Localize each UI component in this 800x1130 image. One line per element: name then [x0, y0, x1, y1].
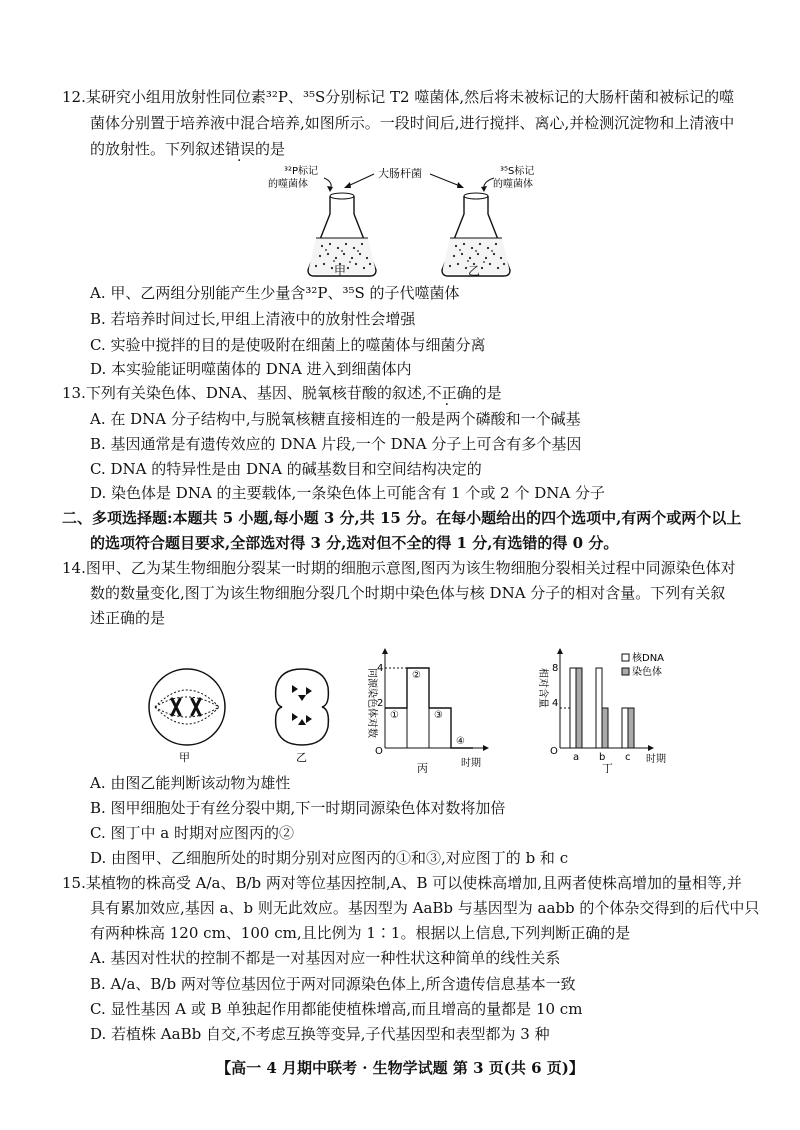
bing-plot [385, 668, 473, 748]
emphasis-text: 错误 [225, 140, 256, 158]
flask-label-yi: 乙 [468, 264, 481, 278]
ding-bar [628, 708, 634, 748]
q14-stem-line3: 述正确的是 [90, 609, 166, 627]
q14-option-c: C. 图丁中 a 时期对应图丙的② [90, 824, 294, 842]
q14-option-b: B. 图甲细胞处于有丝分裂中期,下一时期同源染色体对数将加倍 [90, 799, 506, 817]
bing-mark-label: ④ [456, 736, 465, 747]
ding-bar [576, 668, 582, 748]
ding-tick-8: 8 [552, 663, 559, 674]
cell-label-yi: 乙 [296, 751, 307, 764]
bing-tick-4: 4 [377, 663, 384, 674]
ding-xlabel: 时期 [646, 754, 666, 765]
q15-option-a: A. 基因对性状的控制不都是一对基因对应一种性状这种简单的线性关系 [90, 949, 561, 967]
svg-text:的噬菌体: 的噬菌体 [268, 179, 308, 190]
q15-stem-line3: 有两种株高 120 cm、100 cm,且比例为 1∶1。根据以上信息,下列判断正确的是 [90, 924, 631, 942]
chart-bing [355, 648, 495, 773]
chart-ding [530, 648, 690, 773]
q15-option-b: B. A/a、B/b 两对等位基因位于两对同源染色体上,所含遗传信息基本一致 [90, 975, 576, 993]
emphasis-text: 不正确 [426, 384, 472, 402]
q13-option-a: A. 在 DNA 分子结构中,与脱氧核糖直接相连的一般是两个磷酸和一个碱基 [90, 410, 581, 428]
q12-option-d: D. 本实验能证明噬菌体的 DNA 进入到细菌体内 [90, 360, 412, 378]
q13-option-c: C. DNA 的特异性是由 DNA 的碱基数目和空间结构决定的 [90, 460, 482, 478]
bing-tick-2: 2 [377, 698, 384, 709]
bing-xlabel: 时期 [461, 758, 481, 769]
bing-mark-label: ③ [434, 710, 443, 721]
ding-ylabel: 相对含量 [537, 668, 548, 708]
legend-swatch-dna [622, 654, 629, 661]
q14-stem-line2: 数的数量变化,图丁为该生物细胞分裂几个时期中染色体与核 DNA 分子的相对含量。下列有关叙 [90, 584, 726, 602]
q14-stem-line1: 14.图甲、乙为某生物细胞分裂某一时期的细胞示意图,图丙为该生物细胞分裂相关过程中同源染色体对 [62, 559, 736, 577]
chart-label-bing: 丙 [417, 762, 428, 773]
q13-option-d: D. 染色体是 DNA 的主要载体,一条染色体上可能含有 1 个或 2 个 DNA 分子 [90, 484, 605, 502]
ding-cat-label: b [599, 752, 606, 763]
ding-tick-4: 4 [552, 698, 559, 709]
q15-option-c: C. 显性基因 A 或 B 单独起作用都能使植株增高,而且增高的量都是 10 cm [90, 1000, 583, 1018]
q12-stem-line2: 菌体分别置于培养液中混合培养,如图所示。一段时间后,进行搅拌、离心,并检测沉淀物和上清液中 [90, 114, 735, 132]
ding-origin: O [550, 746, 558, 757]
legend-swatch-chromosome [622, 668, 629, 675]
label-p32: ³²P标记 [284, 166, 319, 177]
ding-bar [596, 668, 602, 748]
svg-text:的噬菌体: 的噬菌体 [493, 179, 533, 190]
bing-ylabel: 同源染色体对数 [366, 668, 377, 738]
section2-heading-line1: 二、多项选择题:本题共 5 小题,每小题 3 分,共 15 分。在每小题给出的四个选项中,有两个或两个以上 [62, 509, 742, 527]
q12-flask-figure [250, 160, 570, 285]
q12-stem-line1: 12.某研究小组用放射性同位素³²P、³⁵S分别标记 T2 噬菌体,然后将未被标记的大肠杆菌和被标记的噬 [62, 88, 735, 106]
q12-option-b: B. 若培养时间过长,甲组上清液中的放射性会增强 [90, 310, 416, 328]
q12-stem-line3: 的放射性。下列叙述错误的是 [90, 140, 286, 158]
ding-cat-label: c [625, 752, 631, 763]
bing-mark-label: ① [390, 710, 399, 721]
chart-label-ding: 丁 [602, 762, 613, 773]
ding-bar [622, 708, 628, 748]
cell-yi-diagram [270, 665, 340, 765]
legend-label-dna: 核DNA [632, 653, 665, 664]
ding-bar [602, 708, 608, 748]
q14-option-d: D. 由图甲、乙细胞所处的时期分别对应图丙的①和③,对应图丁的 b 和 c [90, 849, 569, 867]
q15-stem-line1: 15.某植物的株高受 A/a、B/b 两对等位基因控制,A、B 可以使株高增加,且两者使株高增加的量相等,并 [62, 874, 742, 892]
legend-label-chromosome: 染色体 [632, 667, 662, 678]
q12-option-c: C. 实验中搅拌的目的是使吸附在细菌上的噬菌体与细菌分离 [90, 336, 486, 354]
q13-stem: 13.下列有关染色体、DNA、基因、脱氧核苷酸的叙述,不正确的是 [62, 384, 502, 402]
q15-option-d: D. 若植株 AaBb 自交,不考虑互换等变异,子代基因型和表型都为 3 种 [90, 1025, 550, 1043]
q15-stem-line2: 具有累加效应,基因 a、b 则无此效应。基因型为 AaBb 与基因型为 aabb 的个体杂交得到的后代中只 [90, 899, 760, 917]
q14-option-a: A. 由图乙能判断该动物为雄性 [90, 774, 291, 792]
ding-bar [570, 668, 576, 748]
label-s35: ³⁵S标记 [500, 166, 535, 177]
bing-mark-label: ② [412, 670, 421, 681]
flask-label-jia: 甲 [334, 264, 347, 278]
page-footer: 【高一 4 月期中联考 · 生物学试题 第 3 页(共 6 页)】 [216, 1059, 584, 1077]
cell-jia-diagram [145, 665, 235, 765]
section2-heading-line2: 的选项符合题目要求,全部选对得 3 分,选对但不全的得 1 分,有选错的得 0 分。 [90, 534, 619, 552]
ding-cat-label: a [573, 752, 580, 763]
ding-plot [560, 668, 634, 763]
cell-label-jia: 甲 [179, 751, 190, 764]
q12-option-a: A. 甲、乙两组分别能产生少量含³²P、³⁵S 的子代噬菌体 [90, 284, 460, 302]
bing-origin: O [375, 746, 383, 757]
q13-option-b: B. 基因通常是有遗传效应的 DNA 片段,一个 DNA 分子上可含有多个基因 [90, 435, 582, 453]
label-ecoli: 大肠杆菌 [378, 167, 422, 180]
